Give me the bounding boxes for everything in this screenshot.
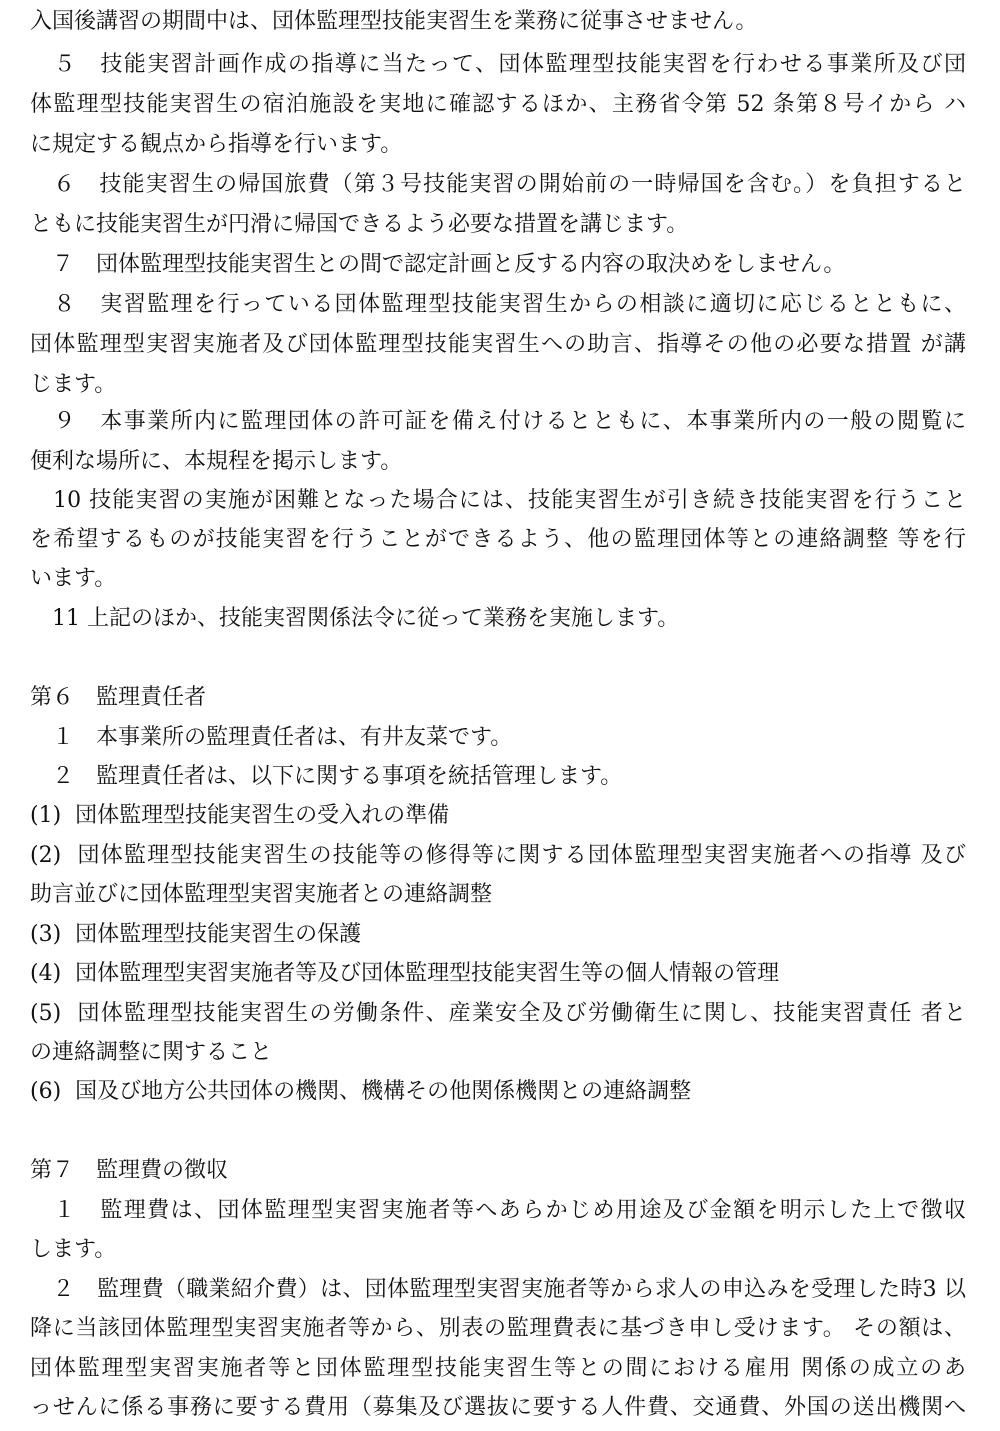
text-line-13: 10 技能実習の実施が困難となった場合には、技能実習生が引き続き技能実習を行うこと xyxy=(30,488,966,513)
text-line-2: ５ 技能実習計画作成の指導に当たって、団体監理型技能実習を行わせる事業所及び団 xyxy=(30,52,966,77)
text-line-15: います。 xyxy=(30,566,117,591)
text-line-26: (5) 団体監理型技能実習生の労働条件、産業安全及び労働衛生に関し、技能実習責任 者と xyxy=(30,1001,966,1026)
text-line-33: ２ 監理費（職業紹介費）は、団体監理型実習実施者等から求人の申込みを受理した時3 以 xyxy=(30,1277,966,1302)
text-line-16: 11 上記のほか、技能実習関係法令に従って業務を実施します。 xyxy=(30,606,680,631)
section-heading-6: 第６ 監理責任者 xyxy=(30,685,207,710)
text-line-14: を希望するものが技能実習を行うことができるよう、他の監理団体等との連絡調整 等を行 xyxy=(30,527,966,552)
text-line-31: １ 監理費は、団体監理型実習実施者等へあらかじめ用途及び金額を明示した上で徴収 xyxy=(30,1198,966,1223)
text-line-11: ９ 本事業所内に監理団体の許可証を備え付けるとともに、本事業所内の一般の閲覧に xyxy=(30,409,966,434)
text-line-28: (6) 国及び地方公共団体の機関、機構その他関係機関との連絡調整 xyxy=(30,1079,692,1104)
section-heading-7: 第７ 監理費の徴収 xyxy=(30,1158,229,1183)
text-line-3: 体監理型技能実習生の宿泊施設を実地に確認するほか、主務省令第 52 条第８号イから ハ xyxy=(30,92,966,117)
text-line-17 xyxy=(30,639,966,679)
text-line-24: (3) 団体監理型技能実習生の保護 xyxy=(30,922,362,947)
text-line-20: ２ 監理責任者は、以下に関する事項を統括管理します。 xyxy=(30,764,623,789)
text-line-8: ８ 実習監理を行っている団体監理型技能実習生からの相談に適切に応じるとともに、 xyxy=(30,292,966,317)
text-line-22: (2) 団体監理型技能実習生の技能等の修得等に関する団体監理型実習実施者への指導 及び xyxy=(30,843,966,868)
text-line-4: に規定する観点から指導を行います。 xyxy=(30,132,403,157)
text-line-9: 団体監理型実習実施者及び団体監理型技能実習生への助言、指導その他の必要な措置 が講 xyxy=(30,332,966,357)
text-line-21: (1) 団体監理型技能実習生の受入れの準備 xyxy=(30,803,450,828)
text-line-10: じます。 xyxy=(30,372,117,397)
text-line-5: ６ 技能実習生の帰国旅費（第３号技能実習の開始前の一時帰国を含む。）を負担すると xyxy=(30,172,966,197)
text-line-1: 入国後講習の期間中は、団体監理型技能実習生を業務に従事させません。 xyxy=(30,9,758,34)
text-line-27: の連絡調整に関すること xyxy=(30,1040,273,1065)
text-line-6: ともに技能実習生が円滑に帰国できるよう必要な措置を講じます。 xyxy=(30,212,689,237)
text-line-7: ７ 団体監理型技能実習生との間で認定計画と反する内容の取決めをしません。 xyxy=(30,252,846,277)
text-line-23: 助言並びに団体監理型実習実施者との連絡調整 xyxy=(30,882,493,907)
text-line-35: 団体監理型実習実施者等と団体監理型技能実習生等との間における雇用 関係の成立のあ xyxy=(30,1356,966,1381)
text-line-34: 降に当該団体監理型実習実施者等から、別表の監理費表に基づき申し受けます。 その額は、 xyxy=(30,1316,966,1341)
text-line-25: (4) 団体監理型実習実施者等及び団体監理型技能実習生等の個人情報の管理 xyxy=(30,961,780,986)
text-line-36: っせんに係る事務に要する費用（募集及び選抜に要する人件費、交通費、外国の送出機関へ xyxy=(30,1395,966,1420)
text-line-29 xyxy=(30,1112,966,1152)
text-line-32: します。 xyxy=(30,1237,117,1262)
text-line-19: １ 本事業所の監理責任者は、有井友菜です。 xyxy=(30,725,513,750)
text-line-12: 便利な場所に、本規程を掲示します。 xyxy=(30,449,403,474)
